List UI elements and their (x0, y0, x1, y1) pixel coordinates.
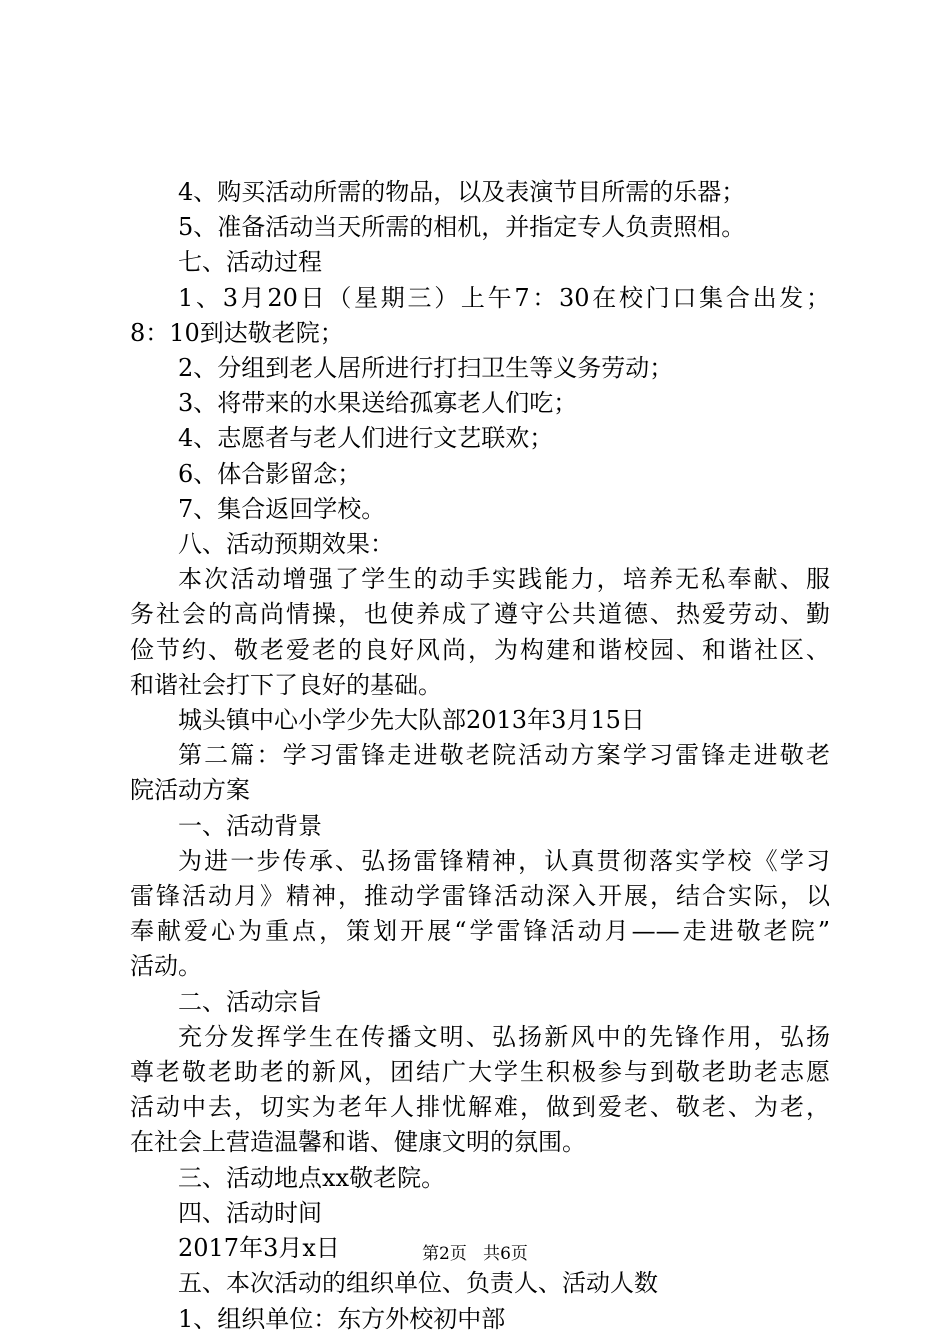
text-line: 2017年3月x日 (178, 1234, 340, 1263)
text-line: 本次活动增强了学生的动手实践能力，培养无私奉献、服 (178, 565, 830, 594)
text-line: 充分发挥学生在传播文明、弘扬新风中的先锋作用，弘扬 (178, 1022, 830, 1051)
text-line: 4、志愿者与老人们进行文艺联欢； (178, 424, 554, 453)
text-line: 第二篇：学习雷锋走进敬老院活动方案学习雷锋走进敬老 (178, 741, 830, 770)
text-line: 俭节约、敬老爱老的良好风尚，为构建和谐校园、和谐社区、 (130, 635, 830, 664)
text-line: 城头镇中心小学少先大队部2013年3月15日 (178, 706, 645, 735)
text-line: 活动。 (130, 952, 202, 981)
text-line: 活动中去，切实为老年人排忧解难，做到爱老、敬老、为老， (130, 1093, 830, 1122)
text-line: 三、活动地点xx敬老院。 (178, 1163, 446, 1192)
text-line: 五、本次活动的组织单位、负责人、活动人数 (178, 1269, 658, 1298)
text-line: 5、准备活动当天所需的相机，并指定专人负责照相。 (178, 213, 746, 242)
text-line: 6、体合影留念； (178, 459, 362, 488)
text-line: 为进一步传承、弘扬雷锋精神，认真贯彻落实学校《学习 (178, 846, 830, 875)
text-line: 尊老敬老助老的新风，团结广大学生积极参与到敬老助老志愿 (130, 1058, 830, 1087)
text-line: 务社会的高尚情操，也使养成了遵守公共道德、热爱劳动、勤 (130, 600, 830, 629)
text-line: 在社会上营造温馨和谐、健康文明的氛围。 (130, 1128, 586, 1157)
text-line: 和谐社会打下了良好的基础。 (130, 670, 442, 699)
text-line: 3、将带来的水果送给孤寡老人们吃； (178, 389, 578, 418)
text-line: 1、3月20日（星期三）上午7：30在校门口集合出发； (178, 283, 830, 312)
text-line: 7、集合返回学校。 (178, 494, 386, 523)
text-line: 四、活动时间 (178, 1198, 322, 1227)
text-line: 院活动方案 (130, 776, 250, 805)
text-line: 2、分组到老人居所进行打扫卫生等义务劳动； (178, 354, 674, 383)
page-separator (472, 1244, 477, 1264)
text-line: 1、组织单位：东方外校初中部 (178, 1304, 506, 1333)
text-line: 一、活动背景 (178, 811, 322, 840)
text-line: 八、活动预期效果： (178, 530, 394, 559)
text-line: 七、活动过程 (178, 248, 322, 277)
text-line: 奉献爱心为重点，策划开展“学雷锋活动月——走进敬老院” (130, 917, 830, 946)
page-number: 第2页 (422, 1244, 467, 1264)
text-line: 8：10到达敬老院； (130, 318, 344, 347)
text-line: 4、购买活动所需的物品，以及表演节目所需的乐器； (178, 178, 746, 206)
text-line: 雷锋活动月》精神，推动学雷锋活动深入开展，结合实际，以 (130, 882, 830, 911)
page-footer (0, 1244, 950, 1264)
text-line: 二、活动宗旨 (178, 987, 322, 1016)
document-body (130, 175, 830, 1337)
total-pages: 共6页 (483, 1244, 528, 1264)
